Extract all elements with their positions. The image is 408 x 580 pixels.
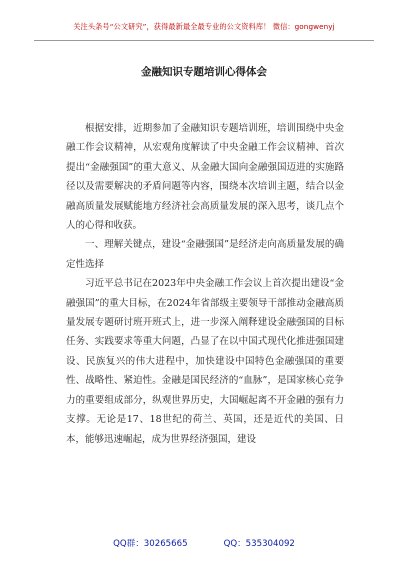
document-title: 金融知识专题培训心得体会 bbox=[141, 66, 267, 78]
header-divider bbox=[34, 40, 374, 41]
header-banner: 关注头条号“公文研究”，获得最新最全最专业的公文资料库！ 微信：gongwenyj bbox=[73, 22, 335, 31]
qq-group-number: QQ群：30265665 bbox=[113, 539, 188, 549]
footer-contacts bbox=[0, 537, 408, 549]
section-heading-1: 一、理解关键点，建设“金融强国”是经济走向高质量发展的确定性选择 bbox=[66, 239, 344, 270]
paragraph-intro: 根据安排，近期参加了金融知识专题培训班，培训围绕中央金融工作会议精神，从宏观角度解读了中央金融工作会议精神、首次提出“金融强国”的重大意义、从金融大国向金融强国迈进的实施路径以及需要解决的矛盾问题等内容，围绕本次培训主题，结合以金融高质量发展赋能地方经济社会高质量发展的深入思考，谈几点个人的心得和收获。 bbox=[66, 123, 344, 232]
qq-contact-number: QQ：535304092 bbox=[223, 539, 295, 549]
paragraph-body-1: 习近平总书记在2023年中央金融工作会议上首次提出建设“金融强国”的重大目标，在2024年省部级主要领导干部推动金融高质量发展专题研讨班开班式上，进一步深入阐释建设金融强国的目标任务、实践要求等重大问题，凸显了在以中国式现代化推进强国建设、民族复兴的伟大进程中，加快建设中国特色金融强国的重要性、战略性、紧迫性。金融是国民经济的“血脉”，是国家核心竞争力的重要组成部分，纵观世界历史，大国崛起离不开金融的强有力支撑。无论是17、18世纪的荷兰、英国，还是近代的美国、日本，能够迅速崛起，成为世界经济强国，建设 bbox=[66, 278, 344, 445]
document-body bbox=[66, 119, 344, 449]
